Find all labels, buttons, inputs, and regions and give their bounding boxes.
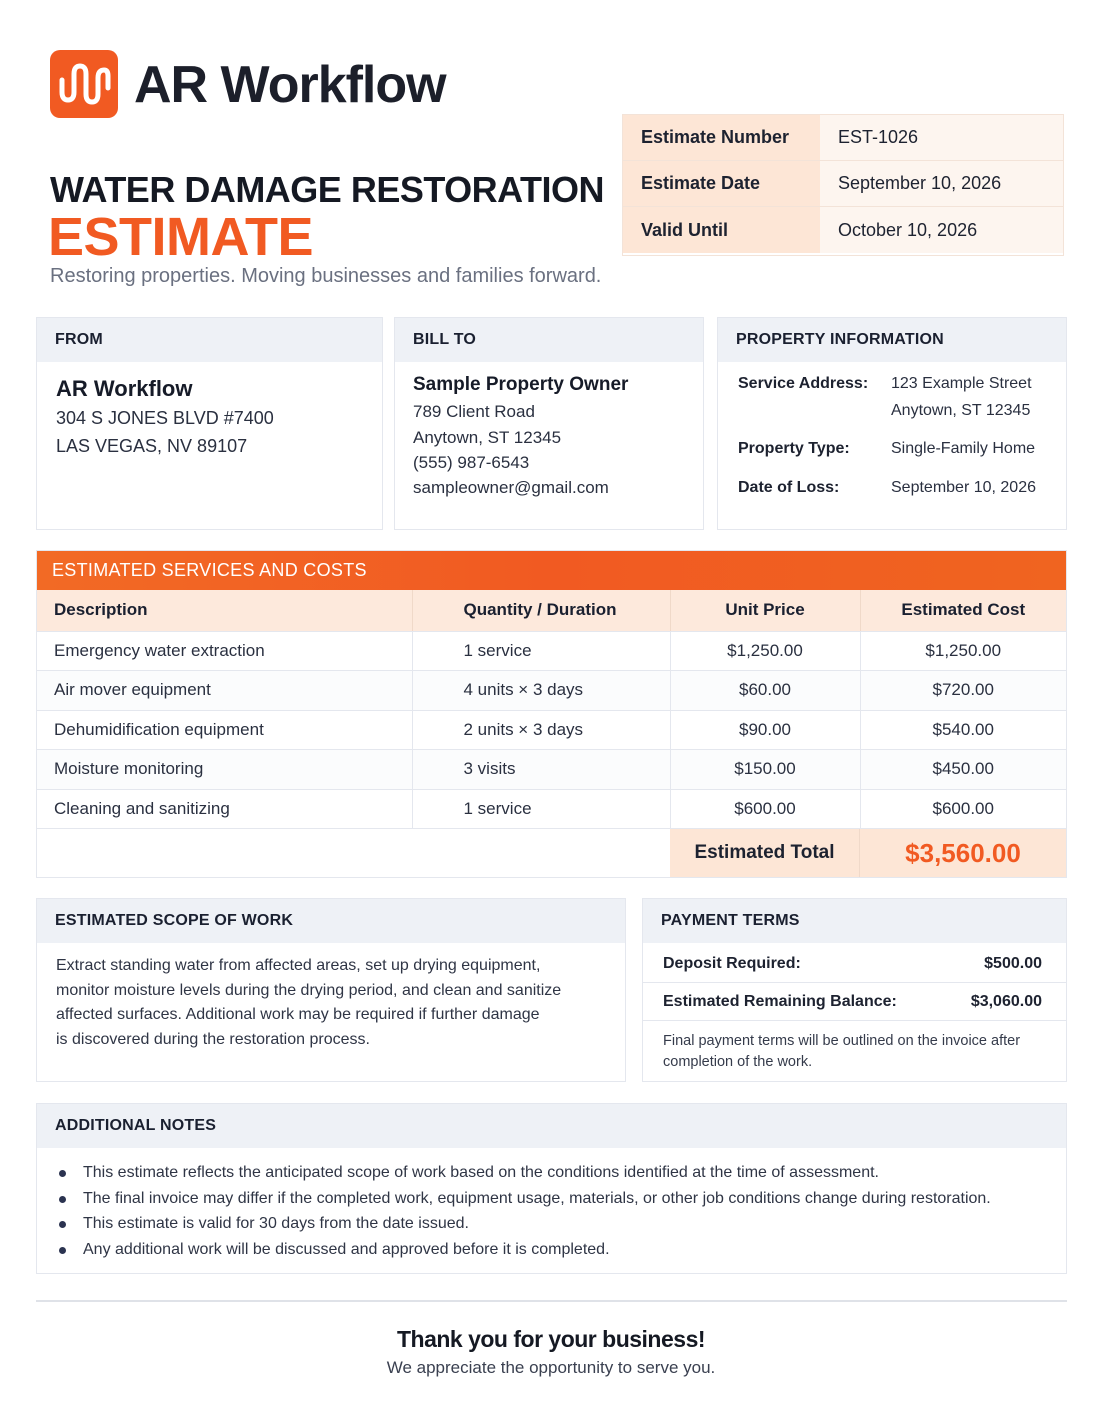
estimate-number: EST-1026 <box>820 115 1063 160</box>
service-cost: $1,250.00 <box>860 631 1066 671</box>
services-heading: ESTIMATED SERVICES AND COSTS <box>37 551 1066 590</box>
service-cost: $600.00 <box>860 789 1066 829</box>
service-quantity: 2 units × 3 days <box>412 710 670 750</box>
bill-to-card <box>394 317 704 530</box>
service-unit-price: $150.00 <box>670 750 860 790</box>
service-description: Dehumidification equipment <box>37 710 412 750</box>
wave-logo-icon <box>50 50 118 118</box>
service-cost: $540.00 <box>860 710 1066 750</box>
notes-heading: ADDITIONAL NOTES <box>37 1104 1066 1148</box>
scope-line: is discovered during the restoration process. <box>56 1030 370 1048</box>
bill-to-address-line2: Anytown, ST 12345 <box>413 428 562 447</box>
services-table <box>37 590 1066 829</box>
notes-list <box>57 1160 991 1263</box>
table-row <box>37 671 1066 711</box>
from-card <box>36 317 383 530</box>
bill-to-address-line1: 789 Client Road <box>413 402 535 421</box>
from-heading: FROM <box>37 318 382 362</box>
service-unit-price: $60.00 <box>670 671 860 711</box>
table-header-row <box>37 590 1066 631</box>
total-spacer <box>37 829 670 877</box>
list-item: This estimate is valid for 30 days from the date issued. <box>57 1211 991 1237</box>
bill-to-name: Sample Property Owner <box>413 374 629 395</box>
table-row <box>37 710 1066 750</box>
date-of-loss: September 10, 2026 <box>891 479 1036 496</box>
meta-label: Estimate Number <box>623 115 820 160</box>
total-row <box>37 829 1066 877</box>
services-table-section <box>36 550 1067 878</box>
scope-text <box>56 954 596 1052</box>
estimate-date: September 10, 2026 <box>820 161 1063 206</box>
property-heading: PROPERTY INFORMATION <box>718 318 1066 362</box>
table-row <box>37 631 1066 671</box>
service-cost: $450.00 <box>860 750 1066 790</box>
payment-heading: PAYMENT TERMS <box>643 899 1066 943</box>
service-unit-price: $90.00 <box>670 710 860 750</box>
column-header: Quantity / Duration <box>412 590 670 631</box>
estimate-meta-table <box>622 114 1064 256</box>
service-address-label: Service Address: <box>738 375 869 392</box>
bill-to-email: sampleowner@gmail.com <box>413 478 609 497</box>
meta-row <box>623 161 1063 207</box>
service-quantity: 1 service <box>412 631 670 671</box>
payment-note: Final payment terms will be outlined on the invoice after completion of the work. <box>663 1033 1021 1070</box>
bill-to-phone: (555) 987-6543 <box>413 453 530 472</box>
service-unit-price: $600.00 <box>670 789 860 829</box>
service-cost: $720.00 <box>860 671 1066 711</box>
balance-row <box>643 983 1066 1021</box>
list-item: This estimate reflects the anticipated scope of work based on the conditions identified at the time of assessment. <box>57 1160 991 1186</box>
column-header: Unit Price <box>670 590 860 631</box>
brand-name: AR Workflow <box>134 56 446 114</box>
balance-value: $3,060.00 <box>970 992 1042 1010</box>
valid-until: October 10, 2026 <box>820 207 1063 253</box>
property-type: Single-Family Home <box>891 440 1036 457</box>
bill-to-heading: BILL TO <box>395 318 703 362</box>
appreciation-message: We appreciate the opportunity to serve you. <box>386 1358 716 1377</box>
service-description: Cleaning and sanitizing <box>37 789 412 829</box>
total-label: Estimated Total <box>670 829 860 877</box>
service-description: Air mover equipment <box>37 671 412 711</box>
scope-line: monitor moisture levels during the drying period, and clean and sanitize <box>56 981 562 999</box>
service-quantity: 4 units × 3 days <box>412 671 670 711</box>
deposit-row <box>643 945 1066 983</box>
date-of-loss-label: Date of Loss: <box>738 479 840 496</box>
notes-card <box>36 1103 1067 1274</box>
table-row <box>37 789 1066 829</box>
deposit-value: $500.00 <box>984 954 1042 972</box>
thank-you-message: Thank you for your business! <box>396 1326 706 1352</box>
scope-line: affected surfaces. Additional work may be required if further damage <box>56 1006 540 1023</box>
scope-card <box>36 898 626 1082</box>
service-unit-price: $1,250.00 <box>670 631 860 671</box>
meta-row <box>623 115 1063 161</box>
service-description: Emergency water extraction <box>37 631 412 671</box>
deposit-label: Deposit Required: <box>663 954 801 972</box>
from-address-line2: LAS VEGAS, NV 89107 <box>56 436 248 456</box>
from-name: AR Workflow <box>56 376 193 401</box>
payment-terms-card <box>642 898 1067 1082</box>
footer-divider <box>36 1300 1067 1302</box>
column-header: Estimated Cost <box>860 590 1066 631</box>
service-description: Moisture monitoring <box>37 750 412 790</box>
balance-label: Estimated Remaining Balance: <box>663 992 897 1010</box>
tagline: Restoring properties. Moving businesses and families forward. <box>50 265 602 287</box>
property-info-card <box>717 317 1067 530</box>
service-quantity: 3 visits <box>412 750 670 790</box>
document-subtitle: ESTIMATE <box>48 207 313 267</box>
column-header: Description <box>37 590 412 631</box>
service-address-line2: Anytown, ST 12345 <box>891 402 1031 419</box>
scope-heading: ESTIMATED SCOPE OF WORK <box>37 899 625 943</box>
property-type-label: Property Type: <box>738 440 850 457</box>
meta-row <box>623 207 1063 253</box>
document-title: WATER DAMAGE RESTORATION <box>50 169 604 210</box>
from-address-line1: 304 S JONES BLVD #7400 <box>56 408 274 428</box>
meta-label: Estimate Date <box>623 161 820 206</box>
table-row <box>37 750 1066 790</box>
list-item: The final invoice may differ if the completed work, equipment usage, materials, or other job conditions change during restoration. <box>57 1186 991 1212</box>
list-item: Any additional work will be discussed and approved before it is completed. <box>57 1237 991 1263</box>
service-address-line1: 123 Example Street <box>891 375 1032 392</box>
total-value: $3,560.00 <box>860 829 1066 877</box>
service-quantity: 1 service <box>412 789 670 829</box>
meta-label: Valid Until <box>623 207 820 253</box>
scope-line: Extract standing water from affected areas, set up drying equipment, <box>56 957 541 974</box>
